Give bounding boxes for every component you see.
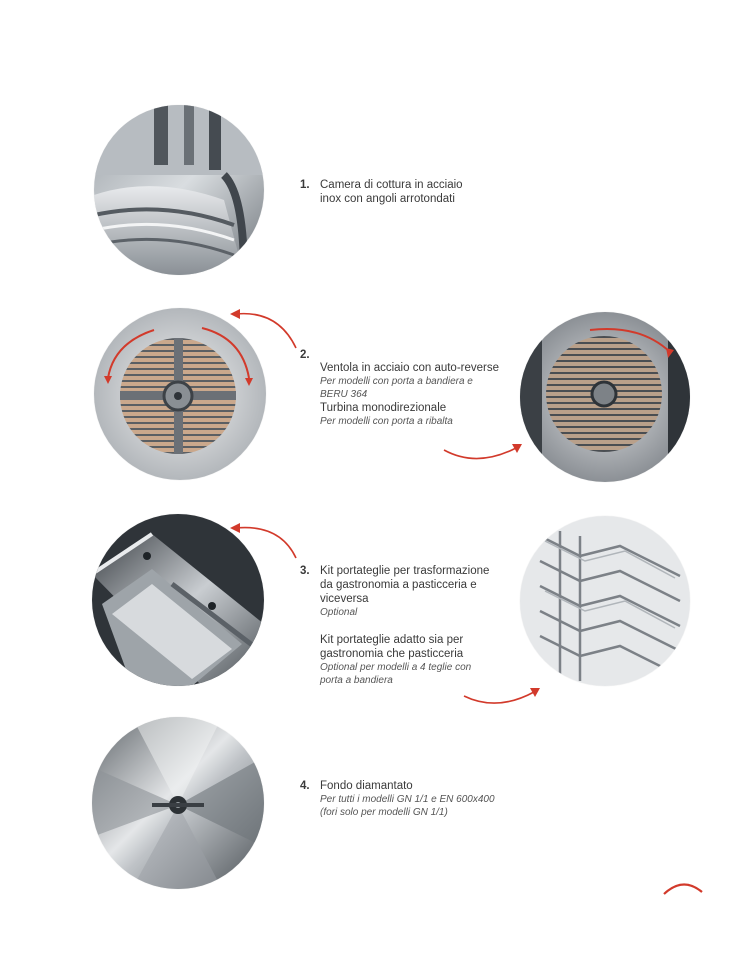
feature-3-note2-line: porta a bandiera [320,675,393,686]
feature-3-title-line: Kit portateglie per trasformazione [320,565,490,577]
feature-2-note-line: BERU 364 [320,389,368,400]
curved-arrow-icon [228,306,308,356]
feature-1-title-line: Camera di cottura in acciaio [320,179,463,191]
feature-2-note-line: Per modelli con porta a bandiera e [320,376,473,387]
corner-arc-icon [660,876,706,896]
feature-3-title-line: da gastronomia a pasticceria e [320,579,477,591]
feature-3 [300,564,530,687]
feature-1 [300,178,510,206]
feature-3-title-line: viceversa [320,593,369,605]
feature-3-title2-line: Kit portateglie adatto sia per [320,634,464,646]
feature-2-number: 2. [300,349,310,361]
feature-3-number: 3. [300,565,310,577]
wire-rack-photo [520,516,690,686]
turbine-photo [520,312,690,482]
feature-2-title-line: Ventola in acciaio con auto-reverse [320,362,499,374]
feature-2-title2-line: Turbina monodirezionale [320,402,447,414]
feature-4-note-line: Per tutti i modelli GN 1/1 e EN 600x400 [320,794,495,805]
feature-4-title-line: Fondo diamantato [320,780,413,792]
feature-4-note-line: (fori solo per modelli GN 1/1) [320,807,448,818]
feature-2 [300,348,530,428]
diamond-bottom-photo [92,717,264,889]
feature-1-title-line: inox con angoli arrotondati [320,193,455,205]
feature-3-title2-line: gastronomia che pasticceria [320,648,464,660]
feature-3-note2-line: Optional per modelli a 4 teglie con [320,662,472,673]
curved-arrow-icon [228,520,308,565]
cooking-chamber-photo [94,105,264,275]
curved-arrow-icon [462,684,542,712]
feature-4-number: 4. [300,780,310,792]
feature-2-note2-line: Per modelli con porta a ribalta [320,416,453,427]
curved-arrow-icon [442,438,524,468]
feature-4 [300,779,540,819]
feature-3-note-line: Optional [320,607,358,618]
feature-1-number: 1. [300,179,310,191]
